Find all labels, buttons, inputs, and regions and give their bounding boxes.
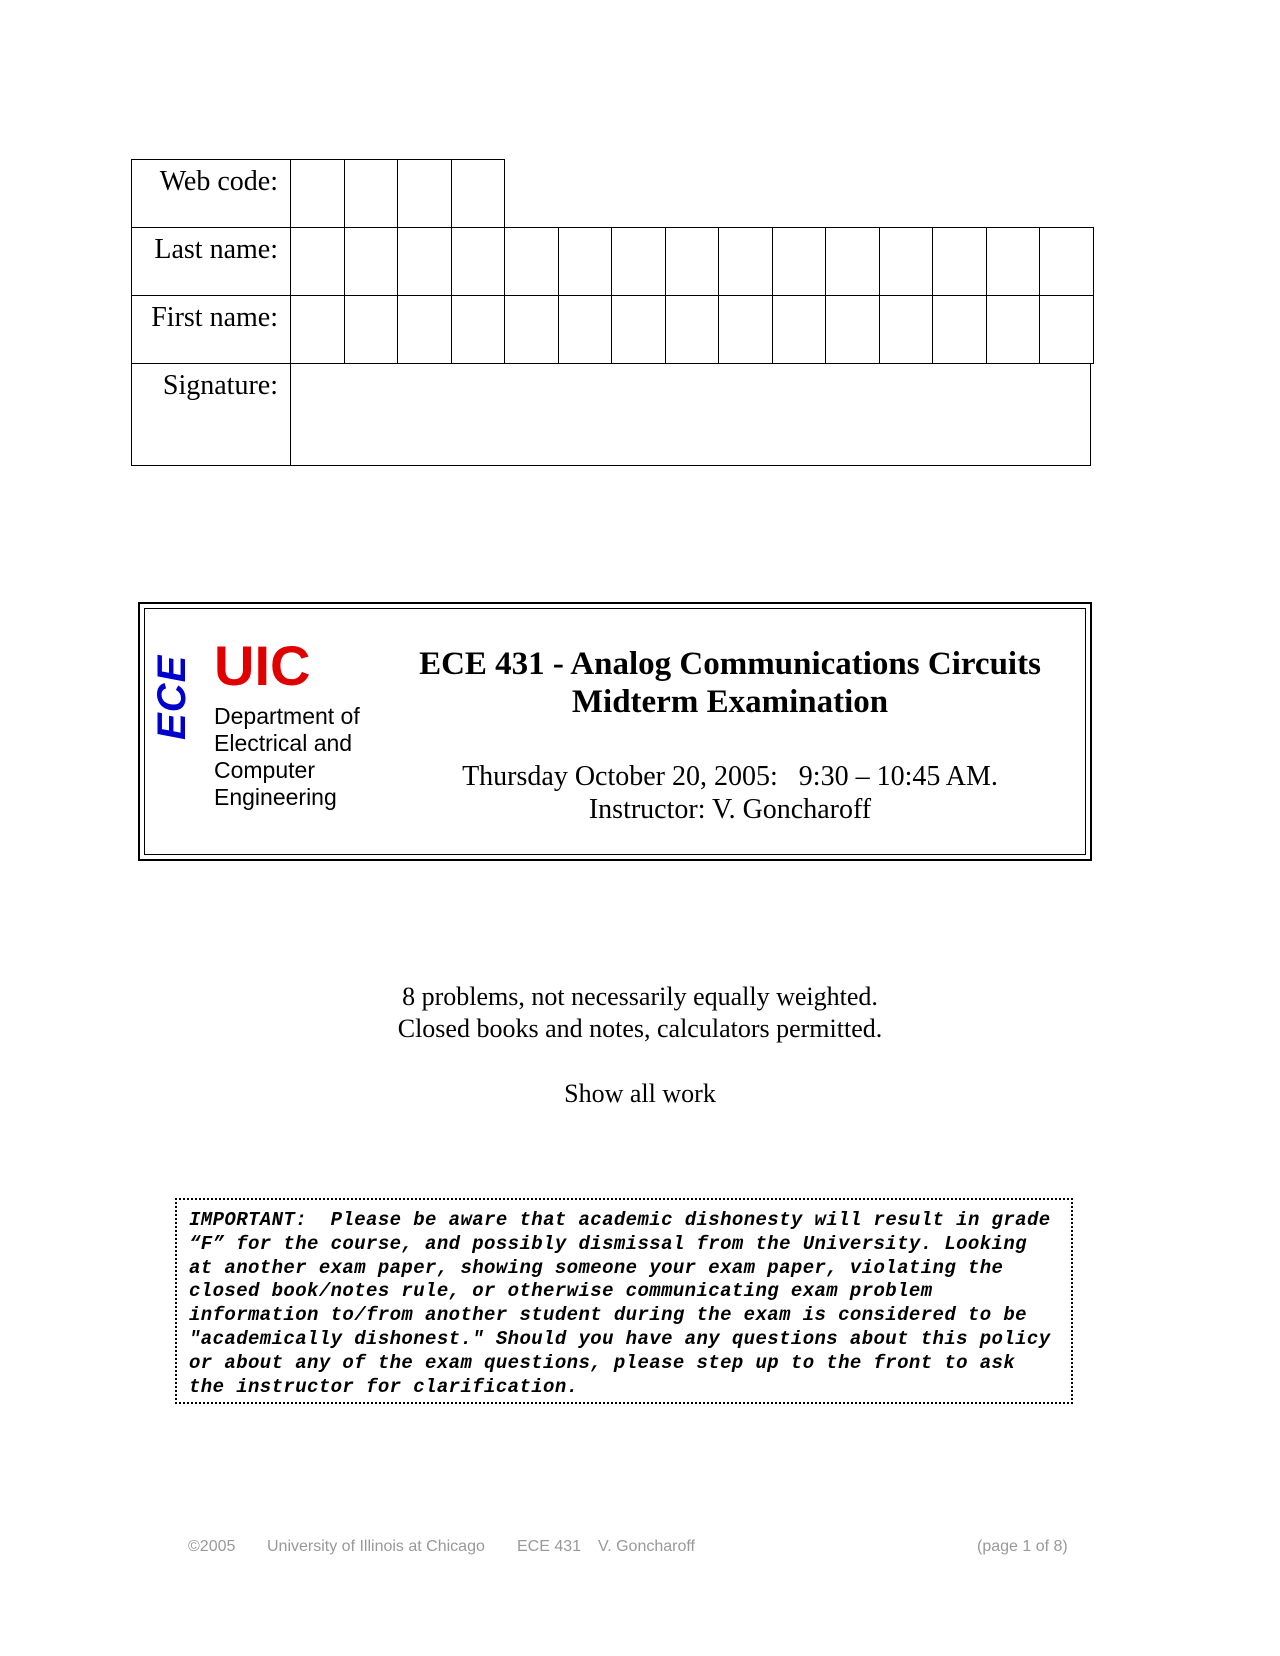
last-name-box[interactable] xyxy=(504,227,559,296)
first-name-box[interactable] xyxy=(290,295,345,364)
signature-field[interactable] xyxy=(290,363,1091,466)
last-name-box[interactable] xyxy=(879,227,934,296)
footer-author: V. Goncharoff xyxy=(598,1538,695,1555)
first-name-box[interactable] xyxy=(344,295,399,364)
footer-copyright: ©2005 xyxy=(188,1538,236,1555)
first-name-box[interactable] xyxy=(825,295,880,364)
first-name-box[interactable] xyxy=(986,295,1041,364)
last-name-box[interactable] xyxy=(558,227,613,296)
last-name-box[interactable] xyxy=(825,227,880,296)
first-name-box[interactable] xyxy=(397,295,452,364)
exam-date-time: Thursday October 20, 2005: 9:30 – 10:45 AM. xyxy=(462,761,998,792)
warning-text: Please be aware that academic dishonesty will result in grade “F” for the course, and possibly dismissal from the University. Looking at another exam paper, showing someone your exam paper, violating the closed book/notes rule, or otherwise communicating exam problem information to/from another student during the exam is considered to be "academically dishonest." Should you have any questions about this policy or about any of the exam questions, please step up to the front to ask the instructor for clarification. xyxy=(189,1209,1051,1398)
warning-lead: IMPORTANT: xyxy=(189,1209,308,1231)
first-name-box[interactable] xyxy=(611,295,666,364)
web-code-label: Web code: xyxy=(131,159,291,228)
last-name-box[interactable] xyxy=(665,227,720,296)
last-name-box[interactable] xyxy=(611,227,666,296)
last-name-label: Last name: xyxy=(131,227,291,296)
first-name-box[interactable] xyxy=(665,295,720,364)
footer-course: ECE 431 xyxy=(517,1538,582,1555)
ece-logo: ECE xyxy=(150,654,194,740)
first-name-box[interactable] xyxy=(718,295,773,364)
last-name-box[interactable] xyxy=(772,227,827,296)
last-name-box[interactable] xyxy=(344,227,399,296)
first-name-label: First name: xyxy=(131,295,291,364)
web-code-box[interactable] xyxy=(290,159,345,228)
footer-university: University of Illinois at Chicago xyxy=(267,1538,485,1555)
first-name-box[interactable] xyxy=(879,295,934,364)
first-name-box[interactable] xyxy=(772,295,827,364)
last-name-box[interactable] xyxy=(290,227,345,296)
web-code-box[interactable] xyxy=(344,159,399,228)
last-name-box[interactable] xyxy=(397,227,452,296)
last-name-box[interactable] xyxy=(1039,227,1094,296)
first-name-box[interactable] xyxy=(504,295,559,364)
last-name-box[interactable] xyxy=(986,227,1041,296)
footer-page-number: (page 1 of 8) xyxy=(977,1538,1068,1555)
first-name-box[interactable] xyxy=(451,295,506,364)
academic-dishonesty-warning xyxy=(175,1198,1073,1404)
problems-note: 8 problems, not necessarily equally weighted. xyxy=(402,982,878,1011)
instructor: Instructor: V. Goncharoff xyxy=(588,794,872,825)
materials-note: Closed books and notes, calculators permitted. xyxy=(397,1014,883,1043)
signature-label: Signature: xyxy=(131,363,291,466)
exam-name: Midterm Examination xyxy=(571,684,889,720)
uic-logo: UIC xyxy=(214,634,311,697)
last-name-box[interactable] xyxy=(718,227,773,296)
last-name-box[interactable] xyxy=(932,227,987,296)
web-code-box[interactable] xyxy=(451,159,506,228)
course-title: ECE 431 - Analog Communications Circuits xyxy=(419,646,1041,682)
first-name-box[interactable] xyxy=(558,295,613,364)
department-name: Department of Electrical and Computer Engineering xyxy=(214,703,360,810)
show-work-note: Show all work xyxy=(564,1079,716,1108)
first-name-box[interactable] xyxy=(1039,295,1094,364)
last-name-box[interactable] xyxy=(451,227,506,296)
first-name-box[interactable] xyxy=(932,295,987,364)
web-code-box[interactable] xyxy=(397,159,452,228)
exam-details xyxy=(400,760,1060,826)
course-title-block xyxy=(400,645,1060,721)
